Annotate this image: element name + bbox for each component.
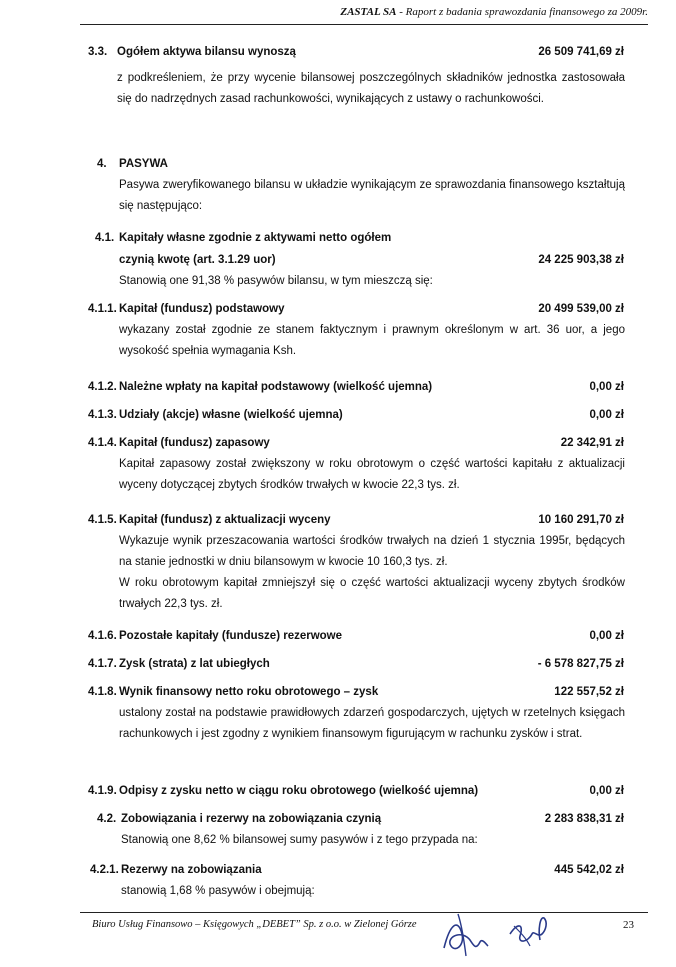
section-number: 4.1.5. [88, 514, 117, 526]
section-number: 4.2. [97, 813, 117, 825]
section-amount: 24 225 903,38 zł [538, 254, 624, 266]
section-title: Kapitał (fundusz) podstawowy [119, 303, 285, 315]
section-title: Kapitał (fundusz) z aktualizacji wyceny [119, 514, 331, 526]
footer-text: Biuro Usług Finansowo – Księgowych „DEBET” Sp. z o.o. w Zielonej Górze [92, 919, 417, 930]
section-number: 4.1.1. [88, 303, 117, 315]
page-number: 23 [623, 919, 634, 931]
header-subtitle: - Raport z badania sprawozdania finansowego za 2009r. [396, 6, 648, 18]
section-paragraph: stanowią 1,68 % pasywów i obejmują: [121, 885, 315, 897]
section-title: Zysk (strata) z lat ubiegłych [119, 658, 270, 670]
section-paragraph: ustalony został na podstawie prawidłowych zdarzeń gospodarczych, ujętych w rzetelnych księgach rachunkowych i jest zgodny z wynikiem finansowym figurującym w rachunku zysków i strat. [119, 707, 625, 740]
section-title: Kapitał (fundusz) zapasowy [119, 437, 270, 449]
section-paragraph: z podkreśleniem, że przy wycenie bilansowej poszczególnych składników jednostka zastosowała się do nadrzędnych zasad rachunkowości, wynikających z ustawy o rachunkowości. [117, 72, 625, 105]
section-amount: 0,00 zł [589, 381, 624, 393]
section-amount: 26 509 741,69 zł [538, 46, 624, 58]
handwritten-signature [440, 904, 560, 964]
section-amount: 122 557,52 zł [554, 686, 624, 698]
section-title: Kapitały własne zgodnie z aktywami netto ogółem [119, 232, 392, 244]
section-title: Zobowiązania i rezerwy na zobowiązania czynią [121, 813, 382, 825]
section-number: 4. [97, 158, 107, 170]
section-number: 4.1.6. [88, 630, 117, 642]
section-title: Udziały (akcje) własne (wielkość ujemna) [119, 409, 343, 421]
section-paragraph: Stanowią one 8,62 % bilansowej sumy pasywów i z tego przypada na: [121, 834, 478, 846]
section-paragraph: Kapitał zapasowy został zwiększony w roku obrotowym o część wartości kapitału z aktualizacji wyceny dotyczącej zbytych środków trwałych w kwocie 22,3 tys. zł. [119, 458, 625, 491]
running-header [80, 6, 648, 18]
section-amount: 0,00 zł [589, 409, 624, 421]
section-amount: 10 160 291,70 zł [538, 514, 624, 526]
section-number: 4.1.8. [88, 686, 117, 698]
section-amount: 2 283 838,31 zł [544, 813, 624, 825]
section-number: 4.1. [95, 232, 115, 244]
section-number: 4.2.1. [90, 864, 119, 876]
section-title: Wynik finansowy netto roku obrotowego – zysk [119, 686, 379, 698]
section-amount: 0,00 zł [589, 785, 624, 797]
section-number: 4.1.2. [88, 381, 117, 393]
section-number: 4.1.9. [88, 785, 117, 797]
section-paragraph: Pasywa zweryfikowanego bilansu w układzie wynikającym ze sprawozdania finansowego kształtują się następująco: [119, 179, 625, 212]
section-amount: - 6 578 827,75 zł [537, 658, 624, 670]
section-title: Pozostałe kapitały (fundusze) rezerwowe [119, 630, 343, 642]
section-paragraph: wykazany został zgodnie ze stanem faktycznym i prawnym określonym w art. 36 uor, a jego wysokość spełnia wymagania Ksh. [119, 324, 625, 357]
section-amount: 445 542,02 zł [554, 864, 624, 876]
section-number: 4.1.4. [88, 437, 117, 449]
section-paragraph: Wykazuje wynik przeszacowania wartości środków trwałych na dzień 1 stycznia 1995r, będących na stanie jednostki w dniu bilansowym w kwocie 10 160,3 tys. zł. [119, 535, 625, 568]
header-rule [80, 24, 648, 25]
section-paragraph: Stanowią one 91,38 % pasywów bilansu, w tym mieszczą się: [119, 275, 433, 287]
section-title: Odpisy z zysku netto w ciągu roku obrotowego (wielkość ujemna) [119, 785, 479, 797]
section-number: 4.1.7. [88, 658, 117, 670]
section-amount: 22 342,91 zł [560, 437, 624, 449]
section-number: 3.3. [88, 46, 108, 58]
section-title: Ogółem aktywa bilansu wynoszą [117, 46, 296, 58]
section-number: 4.1.3. [88, 409, 117, 421]
section-amount: 0,00 zł [589, 630, 624, 642]
section-title: Należne wpłaty na kapitał podstawowy (wielkość ujemna) [119, 381, 433, 393]
section-title: Rezerwy na zobowiązania [121, 864, 262, 876]
footer-rule [80, 912, 648, 913]
section-title: PASYWA [119, 158, 168, 170]
section-title-cont: czynią kwotę (art. 3.1.29 uor) [119, 254, 276, 266]
header-company: ZASTAL SA [340, 6, 397, 18]
section-paragraph-2: W roku obrotowym kapitał zmniejszył się o część wartości aktualizacji wyceny zbytych środków trwałych 22,3 tys. zł. [119, 577, 625, 610]
section-amount: 20 499 539,00 zł [538, 303, 624, 315]
